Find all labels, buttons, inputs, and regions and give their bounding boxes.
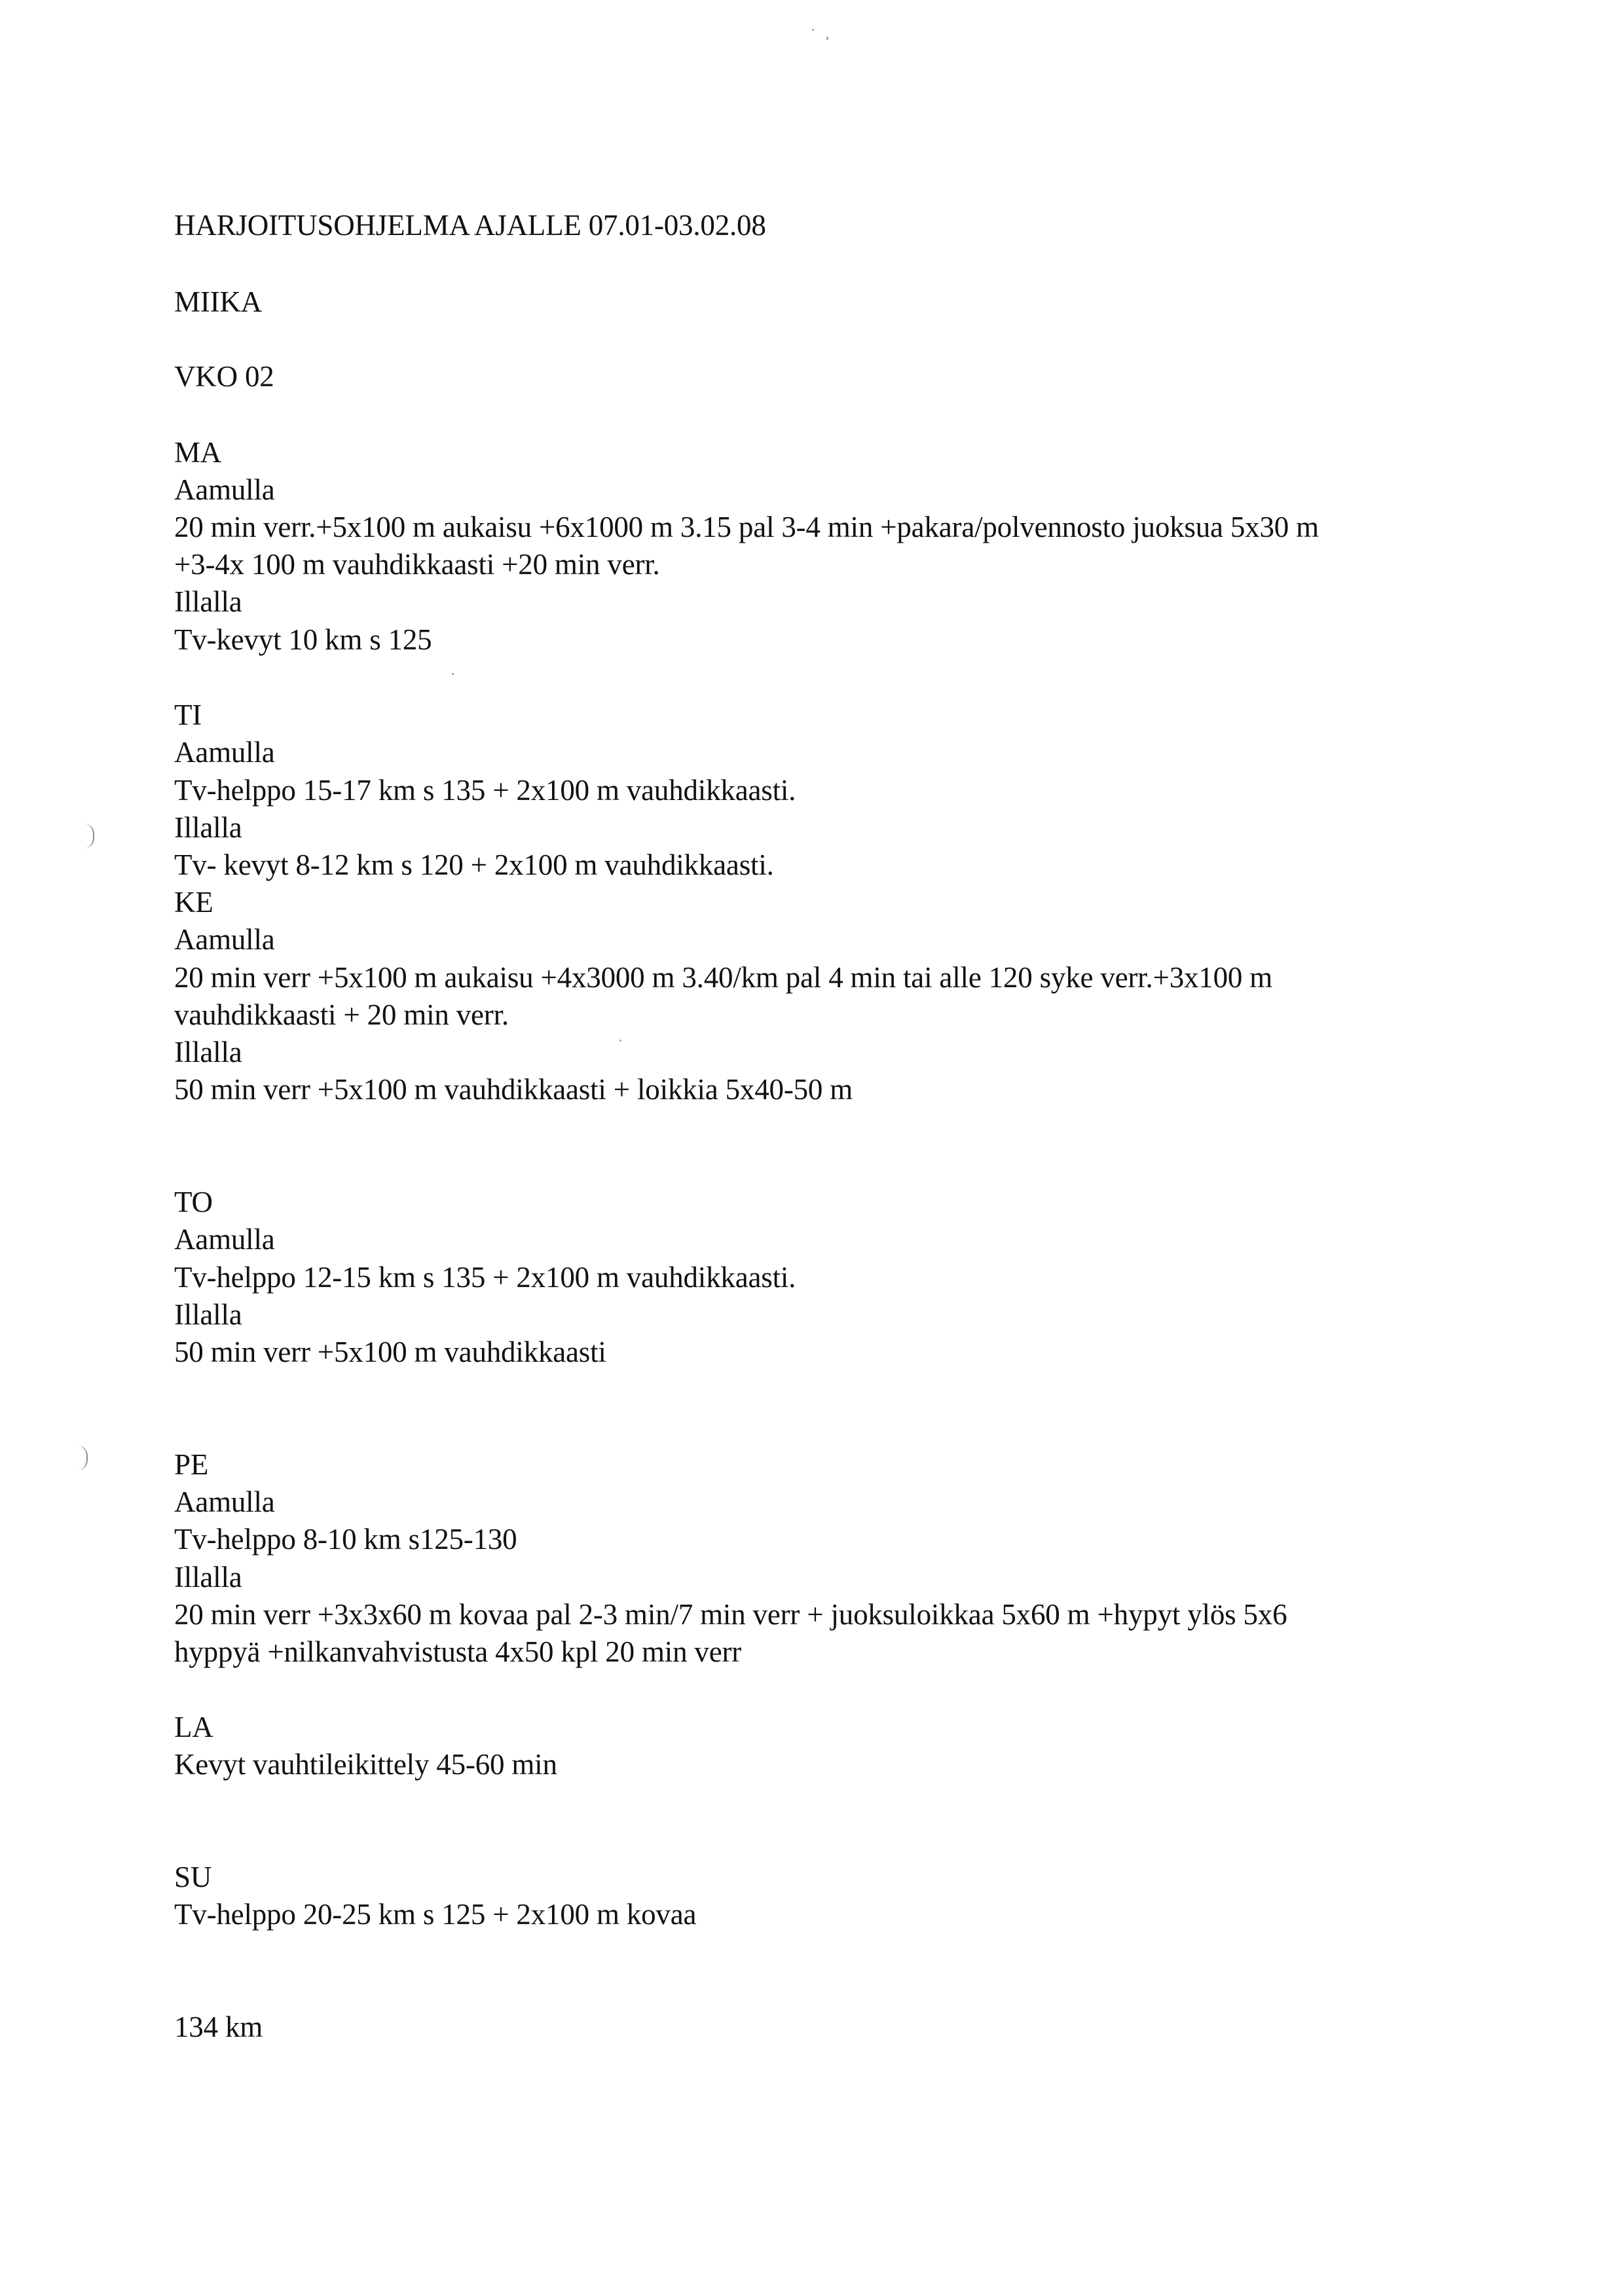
workout-line: Tv-helppo 12-15 km s 135 + 2x100 m vauhdikkaasti. xyxy=(174,1261,796,1294)
scan-speck xyxy=(452,673,454,675)
morning-label: Aamulla xyxy=(174,1223,275,1256)
morning-label: Aamulla xyxy=(174,736,275,769)
workout-line: Tv-helppo 8-10 km s125-130 xyxy=(174,1523,517,1556)
binder-hole-mark xyxy=(84,824,94,848)
workout-line: 20 min verr.+5x100 m aukaisu +6x1000 m 3.15 pal 3-4 min +pakara/polvennosto juoksua 5x30 m xyxy=(174,511,1319,543)
workout-line: Tv-helppo 15-17 km s 135 + 2x100 m vauhdikkaasti. xyxy=(174,774,796,807)
evening-label: Illalla xyxy=(174,1298,242,1331)
day-heading-ti: TI xyxy=(174,699,202,731)
evening-label: Illalla xyxy=(174,811,242,844)
workout-line: Kevyt vauhtileikittely 45-60 min xyxy=(174,1748,557,1781)
workout-line: vauhdikkaasti + 20 min verr. xyxy=(174,998,509,1031)
scan-speck xyxy=(812,29,814,31)
morning-label: Aamulla xyxy=(174,1485,275,1518)
workout-line: 20 min verr +3x3x60 m kovaa pal 2-3 min/7 min verr + juoksuloikkaa 5x60 m +hypyt ylös 5x6 xyxy=(174,1598,1287,1631)
scan-speck xyxy=(826,37,828,40)
evening-label: Illalla xyxy=(174,1561,242,1594)
morning-label: Aamulla xyxy=(174,473,275,506)
workout-line: Tv- kevyt 8-12 km s 120 + 2x100 m vauhdikkaasti. xyxy=(174,848,774,881)
workout-line: Tv-helppo 20-25 km s 125 + 2x100 m kovaa xyxy=(174,1898,697,1931)
athlete-name: MIIKA xyxy=(174,285,262,318)
day-heading-ke: KE xyxy=(174,886,213,919)
scan-speck xyxy=(619,1040,621,1042)
workout-line: 20 min verr +5x100 m aukaisu +4x3000 m 3.40/km pal 4 min tai alle 120 syke verr.+3x100 m xyxy=(174,961,1273,994)
evening-label: Illalla xyxy=(174,585,242,618)
workout-line: 50 min verr +5x100 m vauhdikkaasti xyxy=(174,1336,606,1368)
day-heading-to: TO xyxy=(174,1186,213,1218)
workout-line: hyppyä +nilkanvahvistusta 4x50 kpl 20 min verr xyxy=(174,1635,742,1668)
day-heading-pe: PE xyxy=(174,1448,209,1481)
document-title: HARJOITUSOHJELMA AJALLE 07.01-03.02.08 xyxy=(174,209,766,242)
workout-line: 50 min verr +5x100 m vauhdikkaasti + loikkia 5x40-50 m xyxy=(174,1073,853,1106)
day-heading-ma: MA xyxy=(174,436,222,469)
morning-label: Aamulla xyxy=(174,923,275,956)
week-label: VKO 02 xyxy=(174,360,274,393)
workout-line: Tv-kevyt 10 km s 125 xyxy=(174,623,432,656)
day-heading-su: SU xyxy=(174,1861,212,1893)
evening-label: Illalla xyxy=(174,1036,242,1068)
weekly-total-distance: 134 km xyxy=(174,2011,263,2043)
day-heading-la: LA xyxy=(174,1711,213,1743)
workout-line: +3-4x 100 m vauhdikkaasti +20 min verr. xyxy=(174,548,660,581)
binder-hole-mark xyxy=(77,1446,88,1470)
